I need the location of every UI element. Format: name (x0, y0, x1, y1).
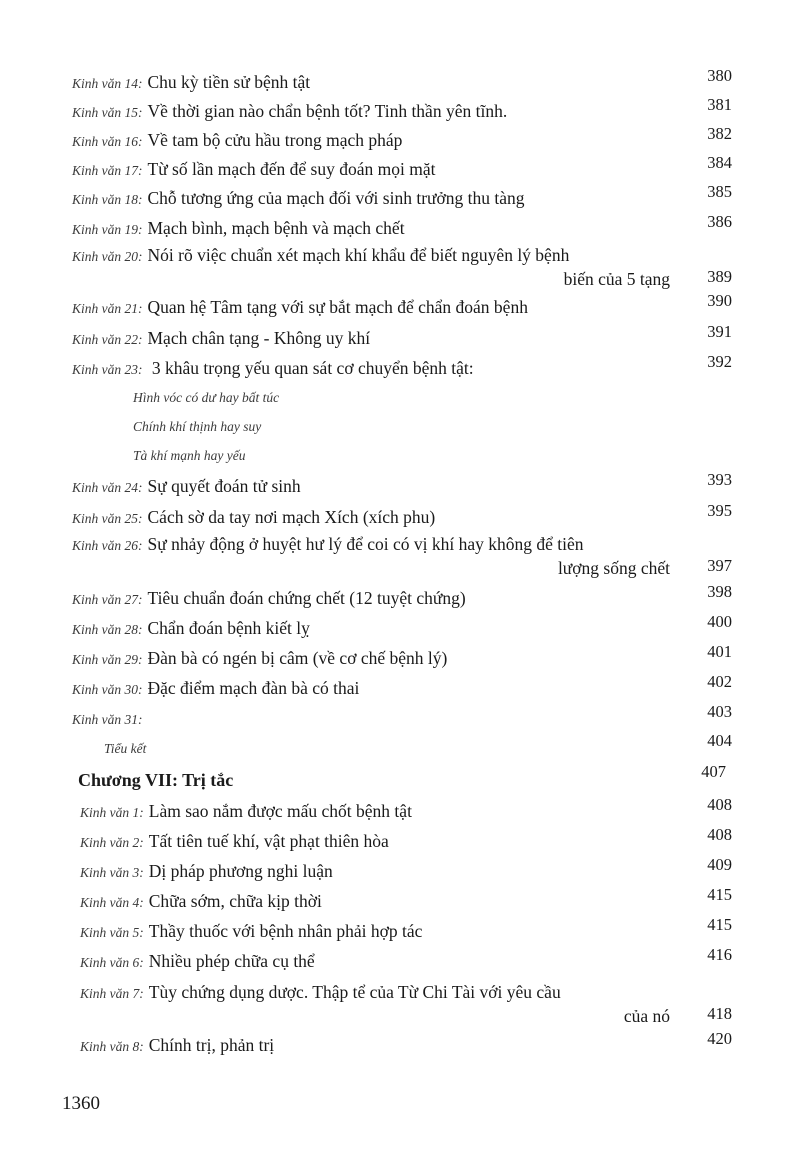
entry-label: Kinh văn 6: (80, 955, 144, 970)
entry-page: 382 (707, 124, 732, 143)
entry-title: Từ số lần mạch đến để suy đoán mọi mặt (147, 159, 436, 179)
toc-entry (72, 470, 732, 499)
entry-title: Mạch chân tạng - Không uy khí (147, 328, 371, 348)
entry-title: Tiêu chuẩn đoán chứng chết (12 tuyệt chứng) (147, 588, 466, 608)
entry-page: 408 (707, 795, 732, 814)
entry-label: Kinh văn 27: (72, 592, 143, 607)
entry-label: Kinh văn 26: (72, 538, 143, 553)
toc-entry (72, 291, 732, 320)
entry-label: Kinh văn 15: (72, 105, 143, 120)
toc-entry (80, 1029, 732, 1058)
toc-entry (72, 612, 732, 641)
entry-title: Tùy chứng dụng dược. Thập tể của Từ Chi Tài với yêu cầu (148, 982, 561, 1002)
entry-title: Quan hệ Tâm tạng với sự bắt mạch để chẩn đoán bệnh (147, 297, 528, 317)
entry-label: Kinh văn 1: (80, 805, 144, 820)
entry-label: Kinh văn 5: (80, 925, 144, 940)
entry-title: Chu kỳ tiền sử bệnh tật (147, 72, 311, 92)
toc-entry (72, 322, 732, 351)
entry-title: Chỗ tương ứng của mạch đối với sinh trưởng thu tàng (147, 188, 525, 208)
toc-entry (80, 825, 732, 854)
entry-title: Sự quyết đoán tử sinh (147, 476, 301, 496)
entry-label: Kinh văn 19: (72, 222, 143, 237)
entry-page: 409 (707, 855, 732, 874)
toc-entry (80, 915, 732, 944)
toc-entry (72, 352, 732, 381)
entry-label: Kinh văn 14: (72, 76, 143, 91)
entry-page: 384 (707, 153, 732, 172)
entry-title: Thầy thuốc với bệnh nhân phải hợp tác (148, 921, 423, 941)
entry-page: 400 (707, 612, 732, 631)
toc-entry (72, 182, 732, 211)
toc-sub-item: Tà khí mạnh hay yếu (133, 448, 246, 463)
entry-title: Làm sao nắm được mấu chốt bệnh tật (148, 801, 412, 821)
entry-page: 392 (707, 352, 732, 371)
entry-title: Tất tiên tuế khí, vật phạt thiên hòa (148, 831, 389, 851)
entry-page: 408 (707, 825, 732, 844)
entry-page: 389 (707, 267, 732, 286)
entry-title: Đàn bà có ngén bị câm (về cơ chế bệnh lý) (147, 648, 448, 668)
entry-page: 403 (707, 702, 732, 721)
entry-page: 415 (707, 915, 732, 934)
entry-title: Về thời gian nào chẩn bệnh tốt? Tinh thần yên tĩnh. (147, 101, 508, 121)
toc-entry (104, 731, 732, 760)
entry-page: 397 (707, 556, 732, 575)
toc-sub-item: Hình vóc có dư hay bất túc (133, 390, 280, 405)
entry-label: Kinh văn 4: (80, 895, 144, 910)
entry-title: Nói rõ việc chuẩn xét mạch khí khẩu để biết nguyên lý bệnh (147, 245, 570, 265)
entry-title-continuation: biến của 5 tạng (563, 269, 670, 289)
entry-label: Kinh văn 3: (80, 865, 144, 880)
entry-title: Dị pháp phương nghi luận (148, 861, 333, 881)
entry-label: Tiểu kết (104, 741, 147, 756)
footer-page-number: 1360 (62, 1093, 100, 1114)
entry-page: 386 (707, 212, 732, 231)
entry-label: Kinh văn 20: (72, 249, 143, 264)
entry-label: Kinh văn 17: (72, 163, 143, 178)
toc-entry (80, 885, 732, 914)
entry-title: Chính trị, phản trị (148, 1035, 275, 1055)
entry-label: Kinh văn 23: (72, 362, 143, 377)
toc-entry (72, 153, 732, 182)
chapter-heading: Chương VII: Trị tắc (78, 770, 234, 790)
toc-entry (72, 642, 732, 671)
chapter-page: 407 (701, 762, 726, 781)
entry-page: 395 (707, 501, 732, 520)
entry-page: 398 (707, 582, 732, 601)
toc-entry (72, 244, 732, 290)
toc-entry (80, 945, 732, 974)
entry-title: 3 khâu trọng yếu quan sát cơ chuyển bệnh tật: (147, 358, 474, 378)
toc-entry (72, 501, 732, 530)
toc-entry (72, 66, 732, 95)
toc-entry (72, 95, 732, 124)
entry-page: 420 (707, 1029, 732, 1048)
entry-page: 404 (707, 731, 732, 750)
entry-label: Kinh văn 29: (72, 652, 143, 667)
entry-page: 390 (707, 291, 732, 310)
entry-page: 416 (707, 945, 732, 964)
toc-sub-item: Chính khí thịnh hay suy (133, 419, 262, 434)
entry-title: Nhiều phép chữa cụ thể (148, 951, 315, 971)
entry-page: 401 (707, 642, 732, 661)
entry-page: 385 (707, 182, 732, 201)
entry-label: Kinh văn 18: (72, 192, 143, 207)
entry-page: 391 (707, 322, 732, 341)
toc-entry (72, 702, 732, 731)
entry-page: 381 (707, 95, 732, 114)
entry-label: Kinh văn 22: (72, 332, 143, 347)
entry-page: 402 (707, 672, 732, 691)
entry-label: Kinh văn 25: (72, 511, 143, 526)
toc-entry (72, 672, 732, 701)
entry-title: Chẩn đoán bệnh kiết lỵ (147, 618, 310, 638)
entry-label: Kinh văn 21: (72, 301, 143, 316)
entry-page: 393 (707, 470, 732, 489)
toc-entry (80, 855, 732, 884)
entry-label: Kinh văn 24: (72, 480, 143, 495)
entry-label: Kinh văn 2: (80, 835, 144, 850)
entry-title: Chữa sớm, chữa kịp thời (148, 891, 322, 911)
entry-title: Sự nhảy động ở huyệt hư lý để coi có vị khí hay không để tiên (147, 534, 584, 554)
entry-label: Kinh văn 16: (72, 134, 143, 149)
toc-entry (72, 582, 732, 611)
entry-title: Về tam bộ cửu hầu trong mạch pháp (147, 130, 403, 150)
toc-entry (72, 124, 732, 153)
entry-page: 415 (707, 885, 732, 904)
entry-title-continuation: lượng sống chết (557, 558, 670, 578)
toc-entry (80, 981, 732, 1027)
toc-entry (72, 212, 732, 241)
entry-page: 380 (707, 66, 732, 85)
entry-label: Kinh văn 28: (72, 622, 143, 637)
entry-label: Kinh văn 31: (72, 712, 143, 727)
toc-entry (72, 533, 732, 579)
entry-title: Cách sờ da tay nơi mạch Xích (xích phu) (147, 507, 436, 527)
toc-entry (80, 795, 732, 824)
entry-page: 418 (707, 1004, 732, 1023)
entry-title: Đặc điểm mạch đàn bà có thai (147, 678, 360, 698)
entry-label: Kinh văn 7: (80, 986, 144, 1001)
entry-label: Kinh văn 30: (72, 682, 143, 697)
entry-title: Mạch bình, mạch bệnh và mạch chết (147, 218, 405, 238)
entry-label: Kinh văn 8: (80, 1039, 144, 1054)
entry-title-continuation: của nó (623, 1006, 670, 1026)
